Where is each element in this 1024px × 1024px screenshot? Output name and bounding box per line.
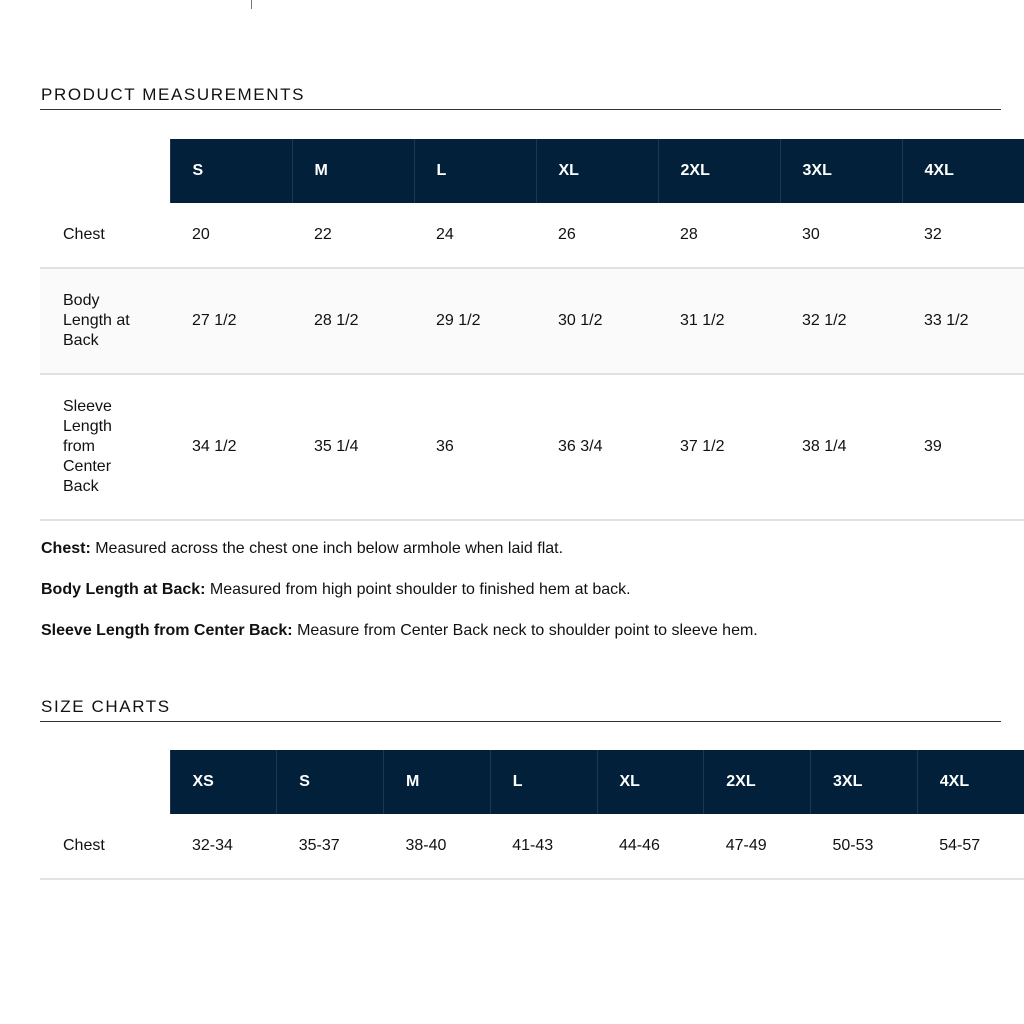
cell-value: 41-43	[490, 814, 597, 879]
cell-value: 35 1/4	[292, 374, 414, 520]
section-title-size-charts: SIZE CHARTS	[41, 697, 171, 716]
measurement-notes	[41, 538, 758, 661]
cell-value: 26	[536, 203, 658, 268]
cell-value: 32 1/2	[780, 268, 902, 374]
note-text: Measured from high point shoulder to finished hem at back.	[205, 581, 631, 598]
size-header: XL	[597, 750, 704, 814]
note	[41, 620, 758, 641]
size-header: XL	[536, 139, 658, 203]
note-text: Measured across the chest one inch below armhole when laid flat.	[90, 540, 564, 557]
cell-value: 32-34	[170, 814, 277, 879]
size-header: S	[170, 139, 292, 203]
size-header: 4XL	[902, 139, 1024, 203]
cell-value: 27 1/2	[170, 268, 292, 374]
size-header: 2XL	[704, 750, 811, 814]
note-text: Measure from Center Back neck to shoulder point to sleeve hem.	[292, 622, 758, 639]
cell-value: 33 1/2	[902, 268, 1024, 374]
cell-value: 20	[170, 203, 292, 268]
row-label-text: Chest	[63, 837, 105, 854]
cell-value: 44-46	[597, 814, 704, 879]
cell-value: 32	[902, 203, 1024, 268]
cell-value: 37 1/2	[658, 374, 780, 520]
row-label	[40, 814, 170, 879]
size-header: 2XL	[658, 139, 780, 203]
cell-value: 38 1/4	[780, 374, 902, 520]
header-blank	[40, 750, 170, 814]
product-measurements-table	[40, 139, 1024, 521]
table-row	[40, 814, 1024, 879]
cell-value: 28	[658, 203, 780, 268]
row-label-text: Sleeve Length from Center Back	[63, 398, 112, 495]
row-label	[40, 203, 170, 268]
cell-value: 36	[414, 374, 536, 520]
cell-value: 35-37	[277, 814, 384, 879]
table-row	[40, 374, 1024, 520]
cell-value: 34 1/2	[170, 374, 292, 520]
size-header: L	[490, 750, 597, 814]
cell-value: 28 1/2	[292, 268, 414, 374]
section-rule	[40, 721, 1001, 722]
table-row	[40, 203, 1024, 268]
size-header: L	[414, 139, 536, 203]
row-label-text: Chest	[63, 226, 105, 243]
cell-value: 38-40	[384, 814, 491, 879]
cell-value: 30 1/2	[536, 268, 658, 374]
row-label	[40, 374, 170, 520]
note-term: Chest:	[41, 540, 91, 557]
size-header: M	[384, 750, 491, 814]
cell-value: 36 3/4	[536, 374, 658, 520]
table-row	[40, 268, 1024, 374]
size-header: 3XL	[780, 139, 902, 203]
size-header: 3XL	[811, 750, 918, 814]
size-header: S	[277, 750, 384, 814]
cell-value: 39	[902, 374, 1024, 520]
row-label	[40, 268, 170, 374]
cell-value: 31 1/2	[658, 268, 780, 374]
size-chart-table	[40, 750, 1024, 880]
note	[41, 579, 758, 600]
cell-value: 47-49	[704, 814, 811, 879]
cell-value: 22	[292, 203, 414, 268]
section-rule	[40, 109, 1001, 110]
section-title-product-measurements: PRODUCT MEASUREMENTS	[41, 85, 306, 104]
note-term: Body Length at Back:	[41, 581, 206, 598]
cell-value: 50-53	[811, 814, 918, 879]
note	[41, 538, 758, 559]
divider-tick	[251, 0, 252, 9]
cell-value: 54-57	[917, 814, 1024, 879]
cell-value: 29 1/2	[414, 268, 536, 374]
size-header: XS	[170, 750, 277, 814]
cell-value: 30	[780, 203, 902, 268]
cell-value: 24	[414, 203, 536, 268]
size-header: 4XL	[917, 750, 1024, 814]
note-term: Sleeve Length from Center Back:	[41, 622, 293, 639]
size-header: M	[292, 139, 414, 203]
row-label-text: Body Length at Back	[63, 292, 130, 349]
header-blank	[40, 139, 170, 203]
